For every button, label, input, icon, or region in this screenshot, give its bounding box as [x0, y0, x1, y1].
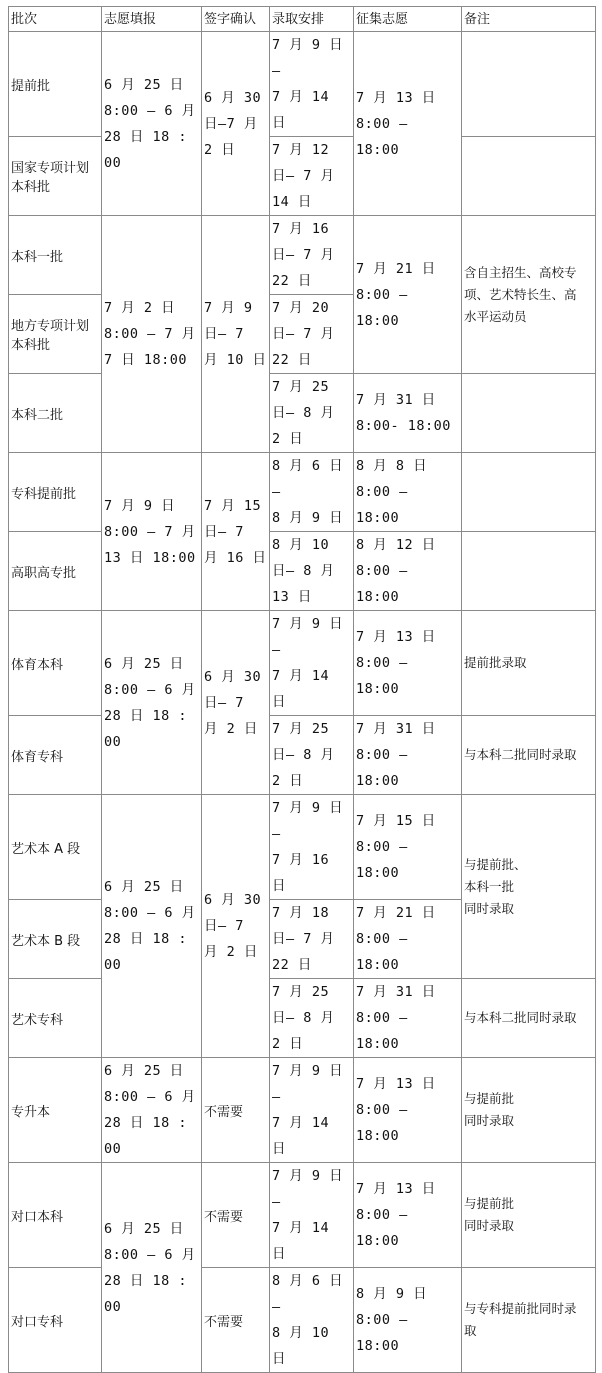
fill-cell: 6 月 25 日 8:00 — 6 月 28 日 18 : 00: [102, 32, 202, 216]
solicit-cell: 7 月 31 日 8:00- 18:00: [354, 374, 462, 453]
header-confirm: 签字确认: [202, 7, 270, 32]
batch-cell: 对口专科: [9, 1268, 102, 1373]
table-row: [9, 374, 596, 453]
table-row: [9, 453, 596, 532]
table-row: [9, 716, 596, 795]
batch-cell: 本科二批: [9, 374, 102, 453]
header-fill: 志愿填报: [102, 7, 202, 32]
table-row: [9, 1058, 596, 1163]
fill-cell: 6 月 25 日 8:00 — 6 月 28 日 18 : 00: [102, 611, 202, 795]
admission-cell: 7 月 25 日— 8 月 2 日: [270, 979, 354, 1058]
table-row: [9, 532, 596, 611]
batch-cell: 本科一批: [9, 216, 102, 295]
table-row: [9, 611, 596, 716]
admission-cell: 7 月 25 日— 8 月 2 日: [270, 374, 354, 453]
confirm-cell: 6 月 30 日—7 月 2 日: [202, 32, 270, 216]
header-batch: 批次: [9, 7, 102, 32]
admission-cell: 7 月 16 日— 7 月 22 日: [270, 216, 354, 295]
fill-cell: 7 月 9 日 8:00 — 7 月 13 日 18:00: [102, 453, 202, 611]
solicit-cell: 7 月 15 日 8:00 — 18:00: [354, 795, 462, 900]
batch-cell: 艺术本 A 段: [9, 795, 102, 900]
batch-cell: 艺术专科: [9, 979, 102, 1058]
note-cell: 与提前批 同时录取: [462, 1058, 596, 1163]
note-cell: [462, 137, 596, 216]
fill-cell: 6 月 25 日 8:00 — 6 月 28 日 18 : 00: [102, 795, 202, 1058]
note-cell: 与提前批 同时录取: [462, 1163, 596, 1268]
table-row: [9, 795, 596, 900]
fill-cell: 6 月 25 日 8:00 — 6 月 28 日 18 : 00: [102, 1163, 202, 1373]
solicit-cell: 7 月 13 日 8:00 — 18:00: [354, 1163, 462, 1268]
note-cell: 与专科提前批同时录 取: [462, 1268, 596, 1373]
admission-cell: 7 月 9 日— 7 月 16 日: [270, 795, 354, 900]
batch-cell: 体育专科: [9, 716, 102, 795]
batch-cell: 高职高专批: [9, 532, 102, 611]
solicit-cell: 8 月 9 日 8:00 — 18:00: [354, 1268, 462, 1373]
batch-cell: 专科提前批: [9, 453, 102, 532]
table-row: [9, 1163, 596, 1268]
admission-cell: 7 月 12 日— 7 月 14 日: [270, 137, 354, 216]
table-row: [9, 137, 596, 216]
confirm-cell: 7 月 9 日— 7 月 10 日: [202, 216, 270, 453]
admission-cell: 7 月 9 日— 7 月 14 日: [270, 32, 354, 137]
admission-cell: 7 月 9 日— 7 月 14 日: [270, 611, 354, 716]
batch-cell: 艺术本 B 段: [9, 900, 102, 979]
solicit-cell: 7 月 31 日 8:00 — 18:00: [354, 716, 462, 795]
solicit-cell: 7 月 21 日 8:00 — 18:00: [354, 216, 462, 374]
batch-cell: 对口本科: [9, 1163, 102, 1268]
header-row: [9, 7, 596, 32]
solicit-cell: 7 月 21 日 8:00 — 18:00: [354, 900, 462, 979]
confirm-cell: 6 月 30 日— 7 月 2 日: [202, 611, 270, 795]
table-row: [9, 979, 596, 1058]
header-solicit: 征集志愿: [354, 7, 462, 32]
solicit-cell: 7 月 13 日 8:00 — 18:00: [354, 32, 462, 216]
note-cell: [462, 453, 596, 532]
table-row: [9, 216, 596, 295]
batch-cell: 国家专项计划 本科批: [9, 137, 102, 216]
admission-cell: 8 月 6 日— 8 月 9 日: [270, 453, 354, 532]
solicit-cell: 7 月 13 日 8:00 — 18:00: [354, 1058, 462, 1163]
note-cell: 与本科二批同时录取: [462, 716, 596, 795]
header-admission: 录取安排: [270, 7, 354, 32]
batch-cell: 提前批: [9, 32, 102, 137]
admission-cell: 7 月 18 日— 7 月 22 日: [270, 900, 354, 979]
note-cell: [462, 374, 596, 453]
admission-cell: 8 月 6 日— 8 月 10 日: [270, 1268, 354, 1373]
confirm-cell: 6 月 30 日— 7 月 2 日: [202, 795, 270, 1058]
solicit-cell: 7 月 31 日 8:00 — 18:00: [354, 979, 462, 1058]
batch-cell: 体育本科: [9, 611, 102, 716]
solicit-cell: 8 月 8 日 8:00 — 18:00: [354, 453, 462, 532]
note-cell: 提前批录取: [462, 611, 596, 716]
note-cell: [462, 532, 596, 611]
note-cell: [462, 32, 596, 137]
admission-cell: 7 月 9 日— 7 月 14 日: [270, 1163, 354, 1268]
note-cell: 含自主招生、高校专 项、艺术特长生、高 水平运动员: [462, 216, 596, 374]
admission-cell: 7 月 25 日— 8 月 2 日: [270, 716, 354, 795]
header-note: 备注: [462, 7, 596, 32]
fill-cell: 7 月 2 日 8:00 — 7 月 7 日 18:00: [102, 216, 202, 453]
batch-cell: 专升本: [9, 1058, 102, 1163]
solicit-cell: 7 月 13 日 8:00 — 18:00: [354, 611, 462, 716]
confirm-cell: 7 月 15 日— 7 月 16 日: [202, 453, 270, 611]
admission-cell: 8 月 10 日— 8 月 13 日: [270, 532, 354, 611]
note-cell: 与本科二批同时录取: [462, 979, 596, 1058]
solicit-cell: 8 月 12 日 8:00 — 18:00: [354, 532, 462, 611]
note-cell: 与提前批、 本科一批 同时录取: [462, 795, 596, 979]
admission-schedule-table: [8, 6, 596, 1373]
table-row: [9, 32, 596, 137]
confirm-cell: 不需要: [202, 1058, 270, 1163]
admission-cell: 7 月 9 日— 7 月 14 日: [270, 1058, 354, 1163]
confirm-cell: 不需要: [202, 1163, 270, 1268]
admission-cell: 7 月 20 日— 7 月 22 日: [270, 295, 354, 374]
fill-cell: 6 月 25 日 8:00 — 6 月 28 日 18 : 00: [102, 1058, 202, 1163]
batch-cell: 地方专项计划 本科批: [9, 295, 102, 374]
table-row: [9, 1268, 596, 1373]
confirm-cell: 不需要: [202, 1268, 270, 1373]
